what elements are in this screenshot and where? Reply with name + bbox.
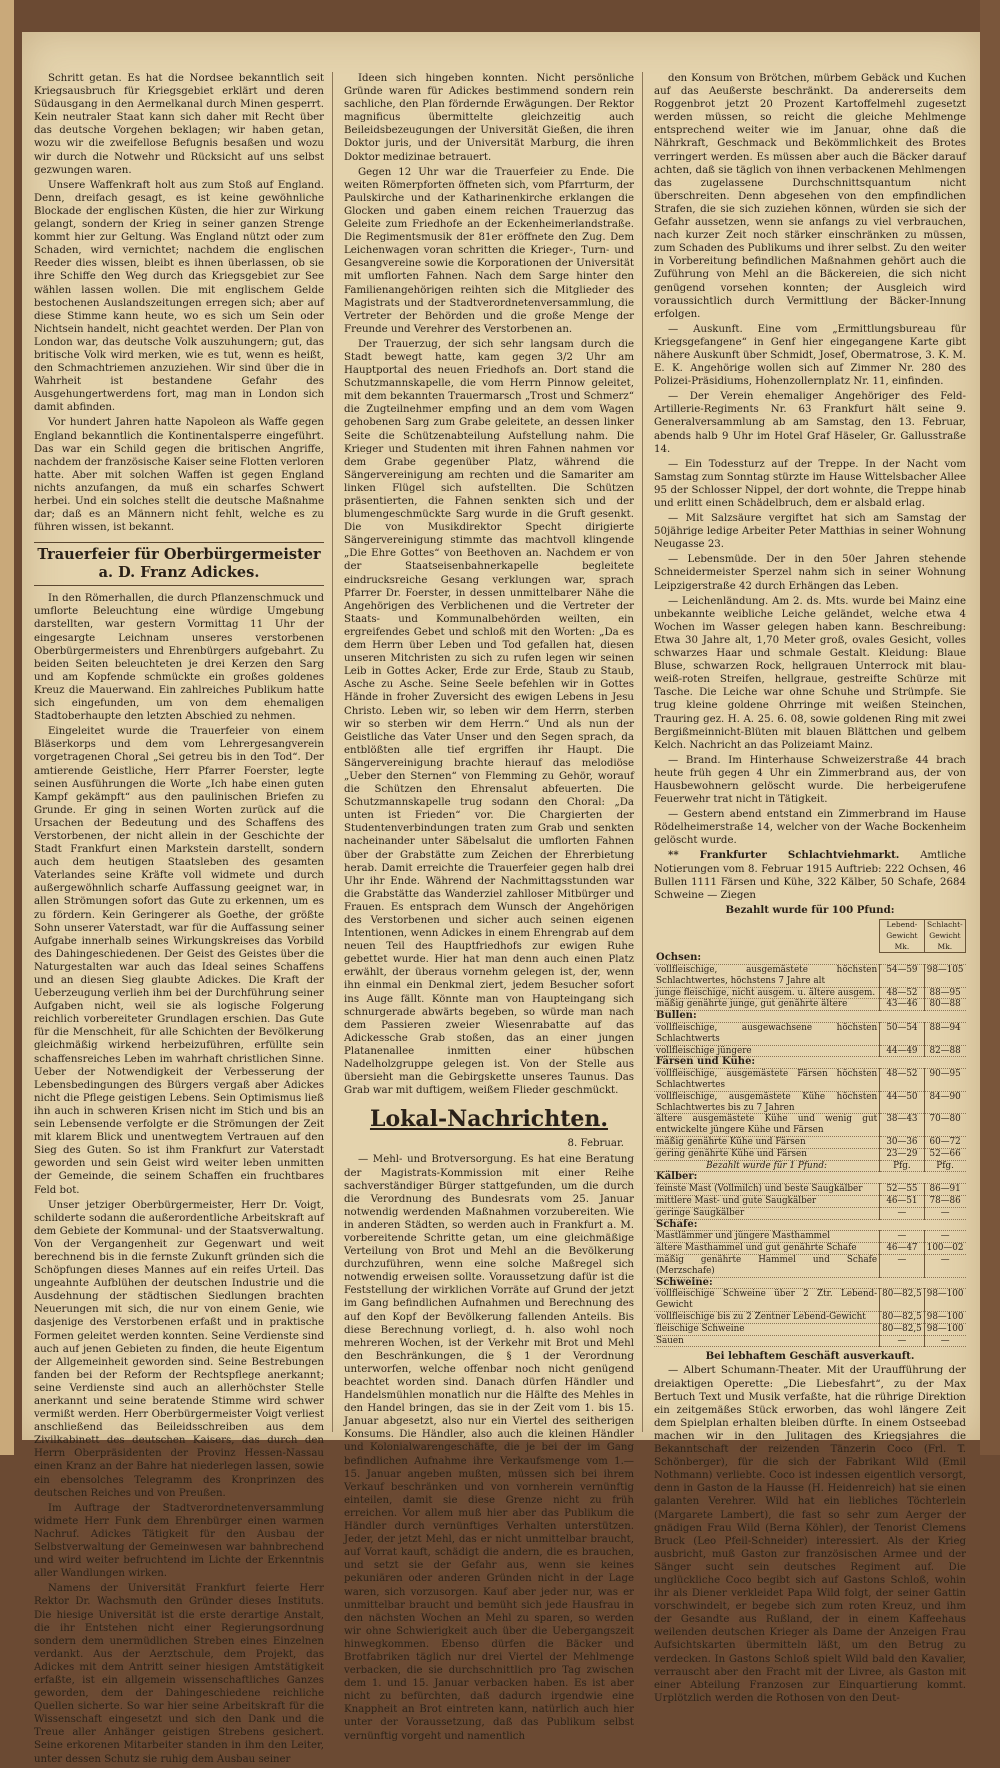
slaughter-weight-price: 82—88 (924, 1045, 965, 1057)
slaughter-weight-price: — (924, 1207, 965, 1219)
slaughter-weight-price: 100—02 (924, 1243, 965, 1255)
news-item: — Brand. Im Hinterhause Schweizerstraße 44 brach heute früh gegen 4 Uhr ein Zimmerbrand aus, der von Hausbewohnern gelöscht wurde. Die herbeigerufene Feuerwehr trat nicht in Tätigkeit. (654, 754, 966, 806)
slaughter-weight-price: 98—100 (924, 1312, 965, 1324)
news-item: — Lebensmüde. Der in den 50er Jahren stehende Schneidermeister Sperzel nahm sich in seiner Wohnung Leipzigerstraße 42 durch Erhängen das Leben. (654, 554, 966, 592)
column-2 (344, 72, 634, 1745)
market-row-label: Sauen (654, 1335, 880, 1347)
market-row (654, 1289, 966, 1312)
slaughter-weight-price: 90—95 (924, 1069, 965, 1092)
market-label-header (654, 919, 880, 952)
market-row-label: ältere ausgemästete Kühe und wenig gut entwickelte jüngere Kühe und Färsen (654, 1114, 880, 1137)
market-group-label: Bullen: (654, 1011, 966, 1023)
news-item: — Leichenländung. Am 2. ds. Mts. wurde bei Mainz eine unbekannte weibliche Leiche geländet, welche etwa 4 Wochen im Wasser gelegen haben kann. Beschreibung: Etwa 30 Jahre alt, 1,70 Meter groß, ovales Gesicht, volles schwarzes Haar und schmale Gestalt. Kleidung: Blaue Bluse, schwarzen Rock, hellgrauen Unterrock mit blau-weiß-roten Streifen, hellgraue, gestreifte Schürze mit Tasche. Die Leiche war ohne Schuhe und Strümpfe. Sie trug kleine goldene Ohrringe mit weißen Steinchen, Trauring gez. H. A. 25. 6. 08, sowie goldenen Ring mit zwei Bergißmeinnicht-Blüten mit blauen Blättchen und gelbem Kelch. Nachricht an das Polizeiamt Mainz. (654, 595, 966, 751)
slaughter-weight-price: 52—66 (924, 1148, 965, 1160)
slaughter-weight-price: 88—95 (924, 987, 965, 999)
market-row (654, 1137, 966, 1149)
live-weight-price: 80—82,5 (880, 1323, 925, 1335)
live-weight-header: Lebend-Gewicht Mk. (880, 919, 925, 952)
market-row-label: mäßig genährte Hammel und Schafe (Merzschafe) (654, 1255, 880, 1278)
slaughter-weight-price: 84—90 (924, 1091, 965, 1114)
page-edge-right (980, 0, 1000, 1455)
market-row (654, 1023, 966, 1046)
live-weight-price: 80—82,5 (880, 1312, 925, 1324)
market-row-label: feinste Mast (Vollmilch) und beste Saugkälber (654, 1184, 880, 1196)
market-row (654, 1255, 966, 1278)
market-row (654, 1312, 966, 1324)
market-row-label: ältere Masthammel und gut genährte Schafe (654, 1243, 880, 1255)
market-row (654, 953, 966, 965)
market-row-label: vollfleischige, ausgemästete Kühe höchsten Schlachtwertes bis zu 7 Jahren (654, 1091, 880, 1114)
slaughter-weight-price: — (924, 1255, 965, 1278)
market-row-label: vollfleischige, ausgewachsene höchsten Schlachtwerts (654, 1023, 880, 1046)
column-rule-1 (332, 72, 333, 1432)
live-weight-price: 48—52 (880, 987, 925, 999)
live-weight-price: — (880, 1207, 925, 1219)
live-weight-price: 54—59 (880, 965, 925, 988)
live-weight-price: Pfg. (880, 1160, 925, 1172)
live-weight-price: 50—54 (880, 1023, 925, 1046)
live-weight-price: 46—47 (880, 1243, 925, 1255)
market-row (654, 1243, 966, 1255)
market-row (654, 1207, 966, 1219)
page-edge-left (0, 0, 14, 1455)
market-intro: Amtliche Notierungen vom 8. Februar 1915 Auftrieb: 222 Ochsen, 46 Bullen 1111 Färsen und Kühe, 322 Kälber, 50 Schafe, 2684 Schweine — Ziegen (654, 850, 966, 901)
slaughter-weight-price: 88—94 (924, 1023, 965, 1046)
market-row-label: mittlere Mast- und gute Saugkälber (654, 1196, 880, 1208)
article-paragraph: Der Trauerzug, der sich sehr langsam durch die Stadt bewegt hatte, kam gegen 3/2 Uhr am Hauptportal des neuen Friedhofs an. Dort stand die Schutzmannskapelle, die vom Herrn Pinnow geleitet, mit dem bekannten Trauermarsch „Trost und Schmerz“ die Zugteilnehmer empfing und an dem vom Wagen gehobenen Sarg zum Grabe geleitete, an dessen linker Seite die Schützenabteilung Aufstellung nahm. Die Krieger und Studenten mit ihren Fahnen nahmen vor dem Grabe gegenüber Platz, während die Sängervereinigung am rechten und die Samariter am linken Flügel sich aufstellten. Die Schützen präsentierten, die Fahnen senkten sich und der blumengeschmückte Sarg wurde in die Gruft gesenkt. Die von Musikdirektor Specht dirigierte Sängervereinigung stimmte das machtvoll klingende „Die Ehre Gottes“ von Beethoven an. Nachdem er von der Staatseisenbahnerkapelle begleitete eindrucksreiche Gesang verklungen war, sprach Pfarrer Dr. Foerster, in dessen unmittelbarer Nähe die Angehörigen des Verblichenen und die Vertreter der Staats- und Kommunalbehörden weilten, ein ergreifendes Gebet und schloß mit den Worten: „Da es dem Herrn über Leben und Tod gefallen hat, diesen unseren Mitchristen zu sich zu rufen legen wir seinen Leib in Gottes Acker, Erde zur Erde, Staub zu Staub, Asche zu Asche. Seine Seele befehlen wir in Gottes Hände in froher Zuversicht des ewigen Lebens in Jesu Christo. Leben wir, so leben wir dem Herrn, sterben wir so sterben wir dem Herrn.“ Und als nun der Geistliche das Vater Unser und den Segen sprach, da entblößten alle tief ergriffen ihr Haupt. Die Sängervereinigung brachte hierauf das melodiöse „Ueber den Sternen“ von Flemming zu Gehör, worauf die Schützen den Ehrensalut abfeuerten. Die Schutzmannskapelle trug sodann den Choral: „Da unten ist Frieden“ vor. Die Chargierten der Studentenverbindungen traten zum Grab und senkten nacheinander unter Säbelsalut die umflorten Fahnen über der Grabstätte zum Zeichen der Ehrerbietung herab. Damit erreichte die Trauerfeier gegen halb drei Uhr ihr Ende. Während der Nachmittagsstunden war die Grabstätte das Wanderziel zahlloser Mitbürger und Frauen. Es entsprach dem Wunsch der Angehörigen des Verstorbenen und sicher auch seinen eigenen Intentionen, wenn Adickes in einem Ehrengrab auf dem neuen Teil des Hauptfriedhofs zur ewigen Ruhe gebettet wurde. Hier hat man denn auch einen Platz erwählt, der überaus vornehm gelegen ist, der, wenn ihn einmal ein Denkmal ziert, jedem Besucher sofort ins Auge fällt. Könnte man von Haupteingang sich schnurgerade abwärts begeben, so würde man nach dem Passieren zweier Wiesenrabatte auf das Adickessche Grab stoßen, das an einer jungen Platanenallee inmitten einer hübschen Nadelholzgruppe gelegen ist. Von der Stelle aus übersieht man die Gebirgskette unseres Taunus. Das Grab war mit duftigem, weißem Flieder geschmückt. (344, 338, 634, 1097)
market-row (654, 1069, 966, 1092)
article-paragraph: — Mehl- und Brotversorgung. Es hat eine Beratung der Magistrats-Kommission mit einer Reihe sachverständiger Bürger stattgefunden, um die durch die Verordnung des Bundesrats vom 25. Januar notwendig werdenden Maßnahmen vorzubereiten. Wie in anderen Städten, so werden auch in Frankfurt a. M. vorbereitende Schritte getan, um eine gleichmäßige Verteilung von Brot und Mehl an die Bevölkerung durchzuführen, wenn eine solche Maßregel sich notwendig erweisen sollte. Voraussetzung dafür ist die Feststellung der wirklichen Vorräte auf Grund der jetzt im Gang befindlichen Aufnahmen und Berechnung des auf den Kopf der Bevölkerung fallenden Anteils. Bis diese Berechnung vorliegt, d. h. also wohl noch mehreren Wochen, ist der Verkehr mit Brot und Mehl den Beschränkungen, die § 1 der Verordnung unterworfen, welche offenbar noch nicht genügend beachtet worden sind. Danach dürfen Händler und Handelsmühlen monatlich nur die Hälfte des Mehles in den Handel bringen, das sie in der Zeit vom 1. bis 15. Januar abgesetzt, also nur ein Viertel des seitherigen Konsums. Die Händler, also auch die kleinen Händler und Kolonialwarengeschäfte, die je bei der im Gang befindlichen Aufnahme ihre Verkaufsmenge vom 1.—15. Januar angeben mußten, müssen sich bei ihrem Verkauf beschränken und von vornherein vernünftig einteilen, damit sie diese Grenze nicht zu früh erreichen. Vor allem muß hier aber das Publikum die Händler durch vernünftiges Verhalten unterstützen. Jeder, der jetzt Mehl, das er nicht unmittelbar braucht, auf Vorrat kauft, schädigt die andern, die es brauchen, und setzt sie der Gefahr aus, wenn sie keines pekuniären oder anderen Gründen nicht in der Lage waren, sich vorzusorgen. Kauf aber jeder nur, was er unmittelbar braucht und bemüht sich jede Hausfrau in den nächsten Wochen an Mehl zu sparen, so werden wir ohne Schwierigkeit auch über die Uebergangszeit hinwegkommen. Ebenso dürfen die Bäcker und Brotfabriken täglich nur drei Viertel der Mehlmenge verbacken, die sie durchschnittlich pro Tag zwischen dem 1. und 15. Januar verbacken haben. Es ist aber nicht zu befürchten, daß dadurch irgendwie eine Knappheit an Brot eintreten kann, natürlich auch hier unter der Voraussetzung, daß das Publikum selbst vernünftig vorgeht und namentlich (344, 1154, 634, 1742)
article-paragraph: Unsere Waffenkraft holt aus zum Stoß auf England. Denn, dreifach gesagt, es ist keine gewöhnliche Blockade der englischen Küsten, die hier zur Wirkung gelangt, sondern der Krieg in seiner ganzen Strenge kommt hier zur Geltung. Was England nützt oder zum Schaden, wird vernichtet; nachdem die englischen Reeder dies wissen, bleibt es ihnen überlassen, ob sie ihre Schiffe den Weg durch das Kriegsgebiet zur See wählen lassen wollen. Die mit englischem Gelde bestochenen Auslandszeitungen erregen sich; aber auf diese Stimme kann heute, wo es sich um Sein oder Nichtsein handelt, nicht geachtet werden. Der Plan von London war, das deutsche Volk auszuhungern; gut, das britische Volk wird merken, wie es tut, wenn es heißt, den Schmachtriemen anzuziehen. Wir sind über die in Wahrheit ist bestandene Gefahr des Ausgehungertwerdens fort, mag man in London sich damit abfinden. (34, 179, 324, 414)
live-weight-price: 30—36 (880, 1137, 925, 1149)
market-row-label: vollfleischige jüngere (654, 1045, 880, 1057)
market-row (654, 1277, 966, 1289)
news-item: — Mit Salzsäure vergiftet hat sich am Samstag der 50jährige ledige Arbeiter Peter Matthias in seiner Wohnung Neugasse 23. (654, 513, 966, 551)
article-paragraph: Unser jetziger Oberbürgermeister, Herr Dr. Voigt, schilderte sodann die außerordentliche Arbeitskraft auf dem Gebiete der Kommunal- und der Staatsverwaltung. Von der Vergangenheit zur Gegenwart und weit berechnend bis in die fernste Zukunft gründen sich die Schöpfungen dieses Mannes auf ein reifes Urteil. Das ungeahnte Aufblühen der deutschen Industrie und die Ausdehnung der städtischen Siedlungen brachten Neuerungen mit sich, die nur von einem Genie, wie dasjenige des Verstorbenen erfaßt und in praktische Formen geleitet werden konnten. Seine Verdienste sind auch auf jenen Gebieten zu finden, die heute Eigentum der Allgemeinheit geworden sind. Seine Bestrebungen fanden bei der Reform der Rechtspflege anerkannt; seine Verdienste sind auch an allerhöchster Stelle anerkannt und seine beratende Stimme wird schwer vermißt werden. Herr Oberbürgermeister Voigt verliest anschließend das Beileidsschreiben aus dem Zivilkabinett des deutschen Kaisers, das durch den Herrn Oberpräsidenten der Provinz Hessen-Nassau einen Kranz an der Bahre hat niederlegen lassen, sowie ein ebensolches Telegramm des Kronprinzen des deutschen Reiches und von Preußen. (34, 1199, 324, 1499)
column-3 (654, 72, 966, 1707)
market-row (654, 1323, 966, 1335)
article-paragraph: Im Auftrage der Stadtverordnetenversammlung widmete Herr Funk dem Ehrenbürger einen warmen Nachruf. Adickes Tätigkeit für den Ausbau der Selbstverwaltung der Gemeinwesen war bahnbrechend und wird weiter befruchtend im Lichte der Erkenntnis aller Wandlungen wirken. (34, 1502, 324, 1580)
market-table (654, 919, 966, 1347)
market-table-body (654, 953, 966, 1347)
slaughter-weight-price: 70—80 (924, 1114, 965, 1137)
market-row (654, 999, 966, 1011)
live-weight-price: — (880, 1231, 925, 1243)
live-weight-price: — (880, 1255, 925, 1278)
news-item: — Auskunft. Eine vom „Ermittlungsbureau für Kriegsgefangene“ in Genf hier eingegangene Karte gibt nähere Auskunft über Schmidt, Josef, Obermatrose, 3. K. M. E. K. Angehörige wollen sich auf Zimmer Nr. 280 des Polizei-Präsidiums, Hohenzollernplatz Nr. 11, einfinden. (654, 323, 966, 388)
live-weight-price: 43—46 (880, 999, 925, 1011)
slaughter-weight-price: 98—100 (924, 1323, 965, 1335)
slaughter-weight-price: 80—88 (924, 999, 965, 1011)
slaughter-weight-price: Pfg. (924, 1160, 965, 1172)
market-row (654, 1172, 966, 1184)
live-weight-price: 52—55 (880, 1184, 925, 1196)
live-weight-price: 46—51 (880, 1196, 925, 1208)
news-item: — Ein Todessturz auf der Treppe. In der Nacht vom Samstag zum Sonntag stürzte im Hause Wittelsbacher Allee 95 der Schlosser Nippel, der dort wohnte, die Treppe hinab und erlitt einen Schädelbruch, dem er alsbald erlag. (654, 458, 966, 509)
market-row-label: Mastlämmer und jüngere Masthammel (654, 1231, 880, 1243)
market-row (654, 1045, 966, 1057)
news-item: — Der Verein ehemaliger Angehöriger des Feld-Artillerie-Regiments Nr. 63 Frankfurt hält seine 9. Generalversammlung ab am Samstag, den 13. Februar, abends halb 9 Uhr im Hotel Graf Häseler, Gr. Gallusstraße 14. (654, 391, 966, 455)
live-weight-price: 48—52 (880, 1069, 925, 1092)
live-weight-price: 44—50 (880, 1091, 925, 1114)
slaughter-weight-price: 98—100 (924, 1289, 965, 1312)
slaughter-weight-price: 60—72 (924, 1137, 965, 1149)
market-row (654, 987, 966, 999)
market-heading (654, 849, 966, 901)
market-row-label: gering genährte Kühe und Färsen (654, 1148, 880, 1160)
market-row-label: mäßig genährte junge, gut genährte ältere (654, 999, 880, 1011)
article-paragraph: In den Römerhallen, die durch Pflanzenschmuck und umflorte Beleuchtung eine würdige Umgebung darstellten, war gestern Vormittag 11 Uhr der eingesargte Leichnam unseres verstorbenen Oberbürgermeisters und Ehrenbürgers aufgebahrt. Zu beiden Seiten beleuchteten je drei Kerzen den Sarg und am Kopfende schmückte ein großes goldenes Kreuz die Mauerwand. Ein zahlreiches Publikum hatte sich eingefunden, um von dem ehemaligen Stadtoberhaupte den letzten Abschied zu nehmen. (34, 593, 324, 723)
market-row (654, 1231, 966, 1243)
headline-trauerfeier: Trauerfeier für Oberbürgermeister a. D. Franz Adickes. (34, 542, 324, 586)
headline-lokal-nachrichten: Lokal-Nachrichten. (369, 1106, 609, 1133)
live-weight-price: 23—29 (880, 1148, 925, 1160)
article-paragraph: Eingeleitet wurde die Trauerfeier von einem Bläserkorps und dem vom Lehrergesangverein vorgetragenen Choral „Sei getreu bis in den Tod“. Der amtierende Geistliche, Herr Pfarrer Foerster, legte seinen Ausführungen die Worte „Ich habe einen guten Kampf gekämpft“ aus den paulinischen Briefen zu Grunde. Er ging in seinen Worten zurück auf die Ursachen der Bedeutung und des Schaffens des Verstorbenen, der nicht allein in der Geschichte der Stadt Frankfurt einen Markstein darstellt, sondern auch dem heutigen Staatsleben des gesamten Vaterlandes seine Kräfte voll widmete und durch außergewöhnlich scharfe Auffassung geeignet war, in allen Strömungen sofort das Gute zu erkennen, um es zu fördern. Kein Geringerer als Goethe, der größte Sohn unserer Vaterstadt, war für die Auffassung seiner Aufgabe innerhalb seines Wirkungskreises das Vorbild des Dahingeschiedenen. Der Geist des Geistes über die Naturgestalten war auch das Ideal seines Schaffens und an diesen Sieg glaubte Adickes. Die Kraft der Ueberzeugung verlieh ihm bei der Durchführung seiner Aufgaben nicht, weil sie als logische Folgerung reichlich vorbereiteter Grundlagen erschien. Das Gute für die Menschheit, für alle Schichten der Bevölkerung gleichmäßig wirkend herbeizuführen, erfüllte sein schaffensreiches Leben im wahrhaft christlichen Sinne. Ueber der Notwendigkeit der Verbesserung der Lebensbedingungen des Bürgers vergaß aber Adickes nicht die Pflege geistigen Lebens. Sein Optimismus ließ ihn auch in schweren Krisen nicht im Stich und bis an sein Lebensende verfolgte er die Strömungen der Zeit mit klarem Blick und unentwegtem Vertrauen auf den Sieg des Guten. So ist ihm Frankfurt zur Vaterstadt geworden und sein Geist wird weiter leben unmitten der Gemeinde, die seinem Schaffen ein fruchtbares Feld bot. (34, 726, 324, 1196)
article-paragraph: Namens der Universität Frankfurt feierte Herr Rektor Dr. Wachsmuth den Gründer dieses Instituts. Die hiesige Universität ist die erste derartige Anstalt, die ihr Entstehen nicht einer Regierungsordnung sondern dem unermüdlichen Streben eines Einzelnen verdankt. Aus der Aerztschule, dem Projekt, das Adickes mit dem Antritt seiner hiesigen Amtstätigkeit erfaßte, ist ein allgemein wissenschaftliches Ganzes geworden, dem der Dahingeschiedene reichliche Quellen sicherte. So war hier seine Arbeitskraft für die Wissenschaft eingesetzt und sich den Dank und die Treue aller Anhänger geistigen Strebens gesichert. Seine erkorenen Mitarbeiter standen in ihm den Leiter, unter dessen Schutz sie ruhig dem Ausbau seiner (34, 1583, 324, 1765)
market-row-label: geringe Saugkälber (654, 1207, 880, 1219)
market-row (654, 1011, 966, 1023)
market-row (654, 1148, 966, 1160)
market-group-label: Färsen und Kühe: (654, 1057, 966, 1069)
dateline: 8. Februar. (567, 1138, 624, 1150)
slaughter-weight-price: 78—86 (924, 1196, 965, 1208)
market-row-label: vollfleischige, ausgemästete höchsten Schlachtwertes, höchstens 7 Jahre alt (654, 965, 880, 988)
news-item: — Gestern abend entstand ein Zimmerbrand im Hause Rödelheimerstraße 14, welcher von der Wache Bockenheim gelöscht wurde. (654, 809, 966, 847)
market-row (654, 1184, 966, 1196)
market-row (654, 1091, 966, 1114)
market-row (654, 1057, 966, 1069)
article-paragraph: Gegen 12 Uhr war die Trauerfeier zu Ende. Die weiten Römerpforten öffneten sich, vom Pfarrturm, der Paulskirche und der Katharinenkirche erklangen die Glocken und gaben einem reichen Trauerzug das Geleite zum Friedhofe an der Eckenheimerlandstraße. Die Regimentsmusik der 81er eröffnete den Zug. Dem Leichenwagen voran schritten die Krieger-, Turn- und Gesangvereine sowie die Korporationen der Universität mit umflorten Fahnen. Nach dem Sarge hinter den Familienangehörigen reihten sich die Mitglieder des Magistrats und der Stadtverordnetenversammlung, die Vertreter der Behörden und die große Menge der Freunde und Verehrer des Verstorbenen an. (344, 166, 634, 335)
market-subheading: Bezahlt wurde für 100 Pfund: (725, 903, 895, 916)
market-title: ** Frankfurter Schlachtviehmarkt. (668, 849, 900, 862)
article-paragraph: Vor hundert Jahren hatte Napoleon als Waffe gegen England bekanntlich die Kontinentalsperre eingeführt. Das war ein Schild gegen die britischen Angriffe, nachdem der französische Kaiser seine Flotten verloren hatte. Aber mit solchen Waffen ist gegen England nichts anzufangen, da muß ein scharfes Schwert herbei. Und ein solches stellt die deutsche Maßnahme dar; daß es an Männern nicht fehlt, welche es zu führen wissen, ist bekannt. (34, 417, 324, 534)
market-subheading: Bezahlt wurde für 1 Pfund: (654, 1160, 880, 1172)
market-row (654, 1335, 966, 1347)
market-row-label: vollfleischige Schweine über 2 Ztr. Lebend-Gewicht (654, 1289, 880, 1312)
market-row (654, 1219, 966, 1231)
slaughter-weight-price: 86—91 (924, 1184, 965, 1196)
market-row-label: vollfleischige bis zu 2 Zentner Lebend-Gewicht (654, 1312, 880, 1324)
article-paragraph: den Konsum von Brötchen, mürbem Gebäck und Kuchen auf das Aeußerste beschränkt. Da andererseits dem Roggenbrot jetzt 20 Prozent Kartoffelmehl zugesetzt werden müssen, so reicht die gleiche Mehlmenge entsprechend weiter wie im Januar, ohne daß die Nährkraft, Geschmack und Bekömmlichkeit des Brotes verringert werden. Es müssen aber auch die Bäcker darauf achten, daß sie täglich von ihnen verbackenen Mehlmengen das zugelassene Durchschnittsquantum nicht überschreiten. Denn abgesehen von den empfindlichen Strafen, die sie sich zuziehen können, würden sie sich der Gefahr aussetzen, wenn sie anfangs zu viel verbrauchen, nach kurzer Zeit noch stärker einschränken zu müssen, zum Schaden des Publikums und ihrer selbst. Zu den weiter in Vorbereitung befindlichen Maßnahmen gehört auch die Zuführung von Mehl an die Bäckereien, die sich nicht genügend vorsehen konnten; der Ausgleich wird voraussichtlich durch Vermittlung der Bäcker-Innung erfolgen. (654, 73, 966, 320)
slaughter-weight-price: 98—105 (924, 965, 965, 988)
slaughter-weight-header: Schlacht-Gewicht Mk. (924, 919, 965, 952)
slaughter-weight-price: — (924, 1231, 965, 1243)
market-row-label: junge fleischige, nicht ausgem. u. ältere ausgem. (654, 987, 880, 999)
market-table-header (654, 919, 966, 952)
market-group-label: Schweine: (654, 1277, 966, 1289)
market-row-label: fleischige Schweine (654, 1323, 880, 1335)
market-row-label: mäßig genährte Kühe und Färsen (654, 1137, 880, 1149)
market-row (654, 1196, 966, 1208)
live-weight-price: — (880, 1335, 925, 1347)
live-weight-price: 38—43 (880, 1114, 925, 1137)
article-paragraph: — Albert Schumann-Theater. Mit der Uraufführung der dreiaktigen Operette: „Die Liebesfahrt“, zu der Max Bertuch Text und Musik verfaßte, hat die rührige Direktion ein zeitgemäßes Stück erworben, das wohl längere Zeit dem Spielplan erhalten bleiben dürfte. In einem Ostseebad machen wir in den Julitagen des Kriegsjahres die Bekanntschaft der reizenden Tänzerin Coco (Frl. T. Schönberger), für die sich der Fabrikant Wild (Emil Nothmann) verliebte. Coco ist indessen eigentlich versorgt, denn in Gaston de la Hausse (H. Heidenreich) hat sie einen galanten Verehrer. Wild hat ein liebliches Töchterlein (Margarete Lambert), die fast so sehr zum Aerger der gnädigen Frau Wild (Berna Köhler), der Tenorist Clemens Bruck (Leo Pfeil-Schneider) interessiert. Als der Krieg ausbricht, muß Gaston zur französischen Armee und der Sänger sucht sein deutsches Regiment auf. Die unglückliche Coco begibt sich auf Gastons Schloß, wohin ihr als Diener verkleidet Papa Wild folgt, der seiner Gattin vorschwindelt, er begebe sich zum roten Kreuz, und ihm der Gesandte aus Rußland, der in einem Kaffeehaus weilenden deutschen Krieger als Dame der Anzeigen Frau Aufsichtskarten übermitteln läßt, um den Betrug zu verdecken. In Gastons Schloß spielt Wild bald den Kavalier, verrauscht aber den Fracht mit der Livree, als Gaston mit einer Abteilung Franzosen zur Einquartierung kommt. Urplötzlich werden die Rothosen von den Deut- (654, 1365, 966, 1704)
market-group-label: Kälber: (654, 1172, 966, 1184)
article-paragraph: Ideen sich hingeben konnten. Nicht persönliche Gründe waren für Adickes bestimmend sondern rein sachliche, den Plan fördernde Erwägungen. Der Rektor magnificus übermittelte gleichzeitig auch Beileidsbezeugungen der Universität Gießen, die ihren Doktor juris, und der Universität Marburg, die ihren Doktor medizinae betrauert. (344, 73, 634, 163)
newspaper-page (22, 32, 980, 1765)
live-weight-price: 44—49 (880, 1045, 925, 1057)
market-row (654, 1160, 966, 1172)
market-row (654, 965, 966, 988)
column-rule-2 (642, 72, 643, 1432)
slaughter-weight-price: — (924, 1335, 965, 1347)
article-paragraph: Schritt getan. Es hat die Nordsee bekanntlich seit Kriegsausbruch für Kriegsgebiet erklärt und deren Südausgang in den Aermelkanal durch Minen gesperrt. Kein neutraler Staat kann sich daher mit Recht über das deutsche Vorgehen beklagen; wir haben getan, wozu wir die zweifellose Befugnis besaßen und wozu wir durch die Notwehr und Rücksicht auf uns selbst gezwungen waren. (34, 73, 324, 176)
market-footnote: Bei lebhaftem Geschäft ausverkauft. (705, 1350, 915, 1363)
live-weight-price: 80—82,5 (880, 1289, 925, 1312)
column-1 (34, 72, 324, 1768)
market-group-label: Schafe: (654, 1219, 966, 1231)
market-row-label: vollfleischige, ausgemästete Färsen höchsten Schlachtwertes (654, 1069, 880, 1092)
market-row (654, 1114, 966, 1137)
market-group-label: Ochsen: (654, 953, 966, 965)
